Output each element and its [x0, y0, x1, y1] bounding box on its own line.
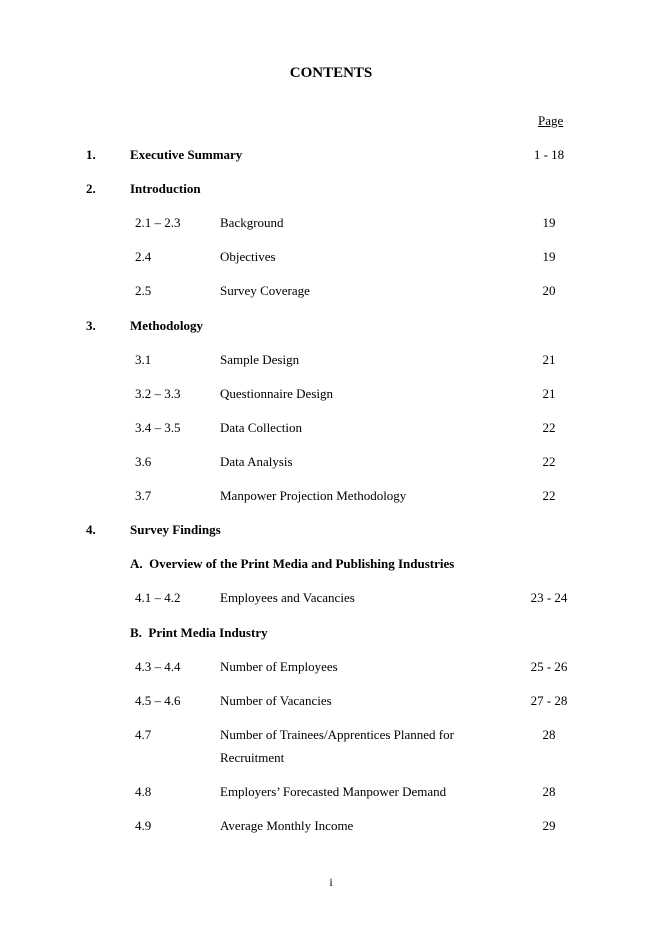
entry-number: 4.9 — [135, 818, 152, 833]
page-title: CONTENTS — [289, 65, 373, 81]
page-number: 19 — [542, 215, 556, 230]
entry-title[interactable]: Survey Coverage — [220, 283, 310, 298]
section-number: 4. — [86, 522, 96, 537]
entry-number: 4.3 – 4.4 — [135, 659, 181, 674]
page-number: 23 - 24 — [530, 590, 568, 605]
entry-number: 2.4 — [135, 249, 152, 264]
section-title[interactable]: Introduction — [130, 181, 201, 196]
entry-number: 2.1 – 2.3 — [135, 215, 181, 230]
entry-title[interactable]: Manpower Projection Methodology — [220, 488, 407, 503]
entry-number: 4.1 – 4.2 — [135, 590, 181, 605]
page-number: 22 — [542, 488, 556, 503]
subsection-heading-a[interactable]: A. Overview of the Print Media and Publishing Industries — [130, 556, 455, 571]
entry-number: 3.4 – 3.5 — [135, 420, 181, 435]
page-number: 20 — [542, 283, 556, 298]
section-title[interactable]: Executive Summary — [130, 147, 243, 162]
footer-page-number: i — [329, 875, 333, 889]
entry-title[interactable]: Questionnaire Design — [220, 386, 334, 401]
page-number: 22 — [542, 420, 556, 435]
page-number: 25 - 26 — [530, 659, 568, 674]
entry-number: 3.2 – 3.3 — [135, 386, 181, 401]
entry-number: 4.7 — [135, 727, 152, 742]
entry-number: 2.5 — [135, 283, 152, 298]
page-number: 28 — [542, 784, 556, 799]
entry-title[interactable]: Data Collection — [220, 420, 302, 435]
page-number: 22 — [542, 454, 556, 469]
entry-number: 3.1 — [135, 352, 152, 367]
entry-title[interactable]: Number of Vacancies — [220, 693, 332, 708]
section-number: 3. — [86, 318, 96, 333]
entry-number: 3.7 — [135, 488, 152, 503]
entry-number: 4.5 – 4.6 — [135, 693, 181, 708]
section-number: 2. — [86, 181, 96, 196]
page-number: 27 - 28 — [530, 693, 568, 708]
entry-title[interactable]: Objectives — [220, 249, 276, 264]
section-title[interactable]: Survey Findings — [130, 522, 221, 537]
page-number: 28 — [542, 727, 556, 742]
page-number: 21 — [542, 386, 556, 401]
section-title[interactable]: Methodology — [130, 318, 203, 333]
entry-title[interactable]: Background — [220, 215, 284, 230]
entry-title[interactable]: Average Monthly Income — [220, 818, 354, 833]
page-number: 19 — [542, 249, 556, 264]
entry-title[interactable]: Employers’ Forecasted Manpower Demand — [220, 784, 447, 799]
entry-title[interactable]: Sample Design — [220, 352, 300, 367]
page-number: 21 — [542, 352, 556, 367]
entry-title-continued[interactable]: Recruitment — [220, 750, 285, 765]
page-number: 1 - 18 — [533, 147, 565, 162]
entry-number: 3.6 — [135, 454, 152, 469]
entry-title[interactable]: Number of Trainees/Apprentices Planned for — [220, 727, 454, 742]
page-column-header: Page — [538, 113, 564, 128]
entry-title[interactable]: Data Analysis — [220, 454, 293, 469]
entry-title[interactable]: Employees and Vacancies — [220, 590, 355, 605]
entry-number: 4.8 — [135, 784, 152, 799]
section-number: 1. — [86, 147, 96, 162]
page-number: 29 — [542, 818, 556, 833]
entry-title[interactable]: Number of Employees — [220, 659, 338, 674]
subsection-heading-b[interactable]: B. Print Media Industry — [130, 625, 268, 640]
